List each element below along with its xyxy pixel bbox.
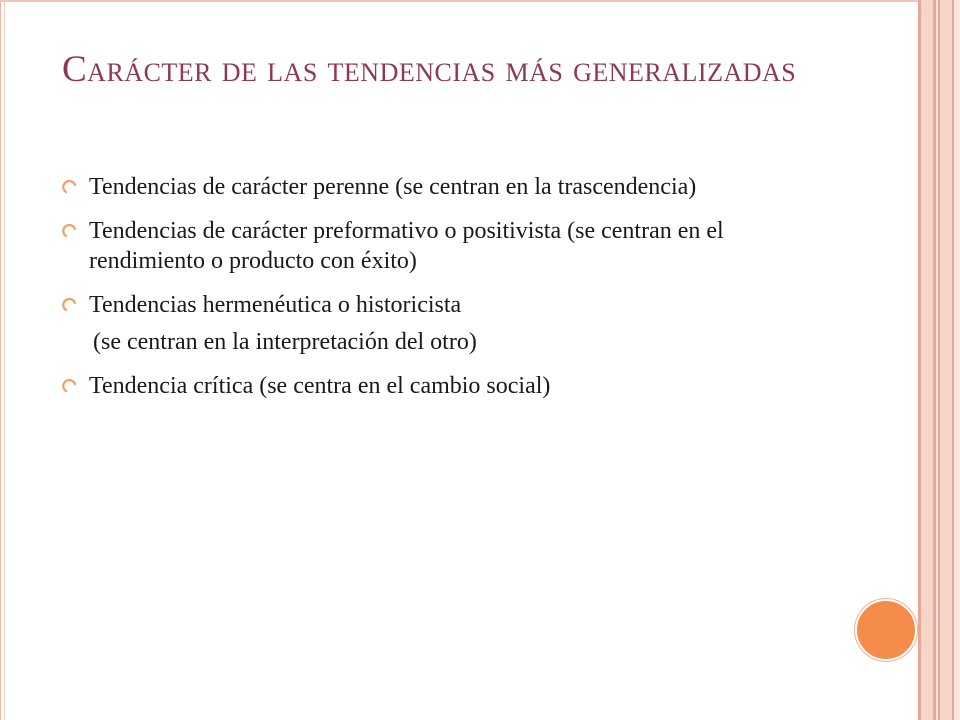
bullet-text: (se centran en la interpretación del otro) <box>93 329 477 355</box>
bullet-item <box>62 216 842 276</box>
orange-circle-icon <box>855 599 917 661</box>
top-border <box>0 0 920 2</box>
bullet-item <box>62 172 842 202</box>
bullet-text: Tendencia crítica (se centra en el cambio social) <box>89 373 551 399</box>
bullet-text: Tendencias de carácter perenne (se centran en la trascendencia) <box>89 174 697 200</box>
slide-title: Carácter de las tendencias más generalizadas <box>62 49 797 90</box>
bullet-text: Tendencias de carácter preformativo o positivista (se centran en el rendimiento o producto con éxito) <box>89 218 724 274</box>
arc-bullet-icon <box>62 223 78 239</box>
arc-bullet-icon <box>62 297 78 313</box>
arc-bullet-icon <box>62 378 78 394</box>
bullet-item <box>62 290 842 320</box>
arc-bullet-icon <box>62 179 78 195</box>
bullet-text: Tendencias hermenéutica o historicista <box>89 292 462 318</box>
bullet-item <box>62 371 842 401</box>
stripe <box>954 0 960 720</box>
bullet-continuation <box>62 327 842 357</box>
decorative-stripes <box>918 0 960 720</box>
bullet-list <box>62 172 842 415</box>
stripe <box>940 0 952 720</box>
stripe <box>921 0 933 720</box>
left-border <box>0 0 6 720</box>
